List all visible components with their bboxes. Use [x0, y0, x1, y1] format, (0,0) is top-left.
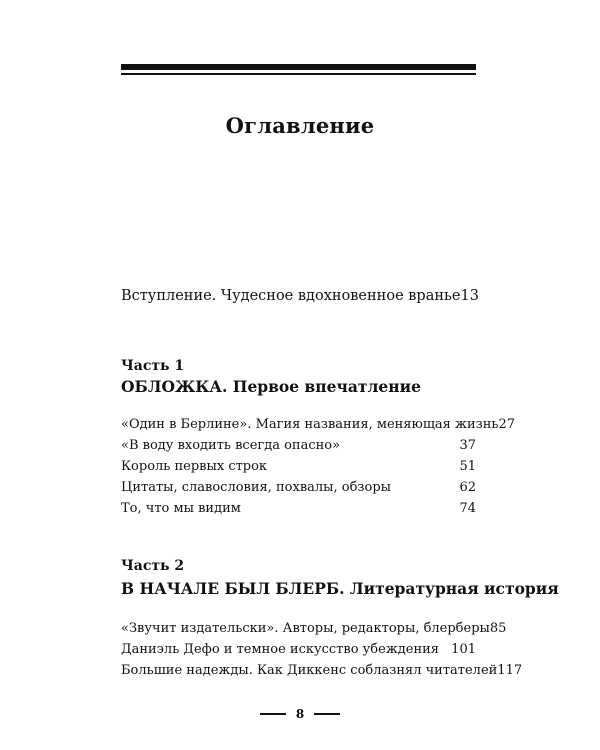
toc-entry-label: То, что мы видим — [121, 501, 241, 516]
toc-entry[interactable] — [121, 480, 476, 495]
toc-entry[interactable] — [121, 642, 476, 657]
toc-entry-label: «Один в Берлине». Магия названия, меняющая жизнь — [121, 417, 499, 432]
toc-entry-page: 101 — [451, 642, 476, 657]
toc-entry-page: 62 — [459, 480, 476, 495]
toc-entry[interactable] — [121, 621, 507, 636]
toc-entry-label: «Звучит издательски». Авторы, редакторы, блерберы — [121, 621, 490, 636]
page-number: 8 — [295, 707, 305, 721]
part-2-title: В НАЧАЛЕ БЫЛ БЛЕРБ. Литературная история — [121, 579, 559, 598]
toc-entry-page: 74 — [459, 501, 476, 516]
header-rule-thick — [121, 64, 476, 70]
toc-entry[interactable] — [121, 438, 476, 453]
toc-entry-label: Король первых строк — [121, 459, 268, 474]
toc-entry-label: Большие надежды. Как Диккенс соблазнял читателей — [121, 663, 498, 678]
toc-entry-page: 27 — [498, 417, 515, 432]
toc-entry[interactable] — [121, 663, 523, 678]
toc-title: Оглавление — [225, 113, 375, 138]
toc-entry-page: 85 — [489, 621, 507, 636]
toc-entry-page: 37 — [459, 438, 476, 453]
toc-entry-page: 13 — [460, 288, 479, 304]
header-rule-thin — [121, 73, 476, 75]
part-1-title: ОБЛОЖКА. Первое впечатление — [121, 377, 421, 396]
toc-entry-page: 51 — [459, 459, 476, 474]
toc-entry-page: 117 — [497, 663, 523, 678]
part-1-label: Часть 1 — [121, 358, 185, 374]
toc-entry-label: Цитаты, славословия, похвалы, обзоры — [121, 480, 391, 495]
toc-entry-intro[interactable] — [121, 288, 479, 304]
footer-dash-right — [314, 713, 340, 715]
part-2-label: Часть 2 — [121, 558, 185, 574]
toc-entry[interactable] — [121, 501, 476, 516]
toc-entry[interactable] — [121, 459, 476, 474]
toc-entry[interactable] — [121, 417, 515, 432]
toc-entry-label: Вступление. Чудесное вдохновенное вранье — [121, 288, 461, 304]
footer-dash-left — [260, 713, 286, 715]
toc-entry-label: Даниэль Дефо и темное искусство убеждения — [121, 642, 440, 657]
toc-entry-label: «В воду входить всегда опасно» — [121, 438, 341, 453]
page-footer — [0, 707, 600, 721]
